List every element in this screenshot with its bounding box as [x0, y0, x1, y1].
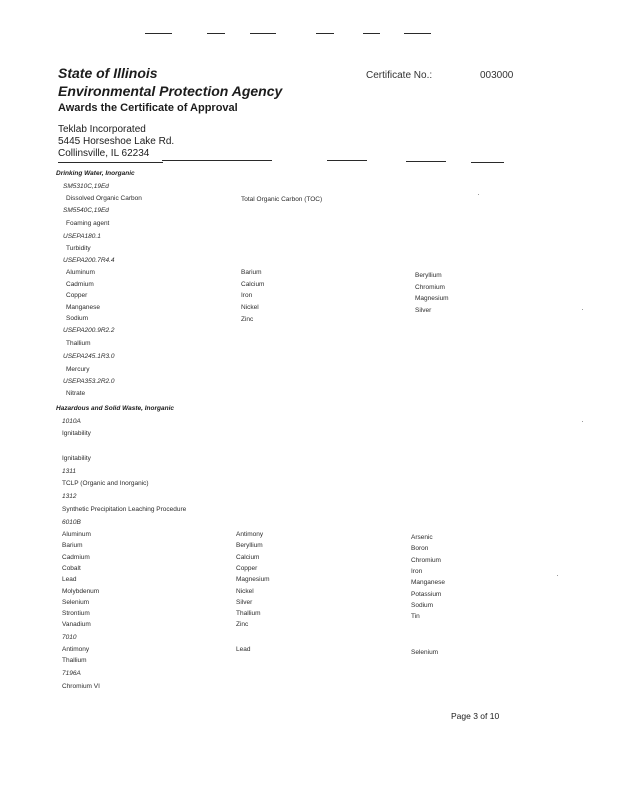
- agency-title: Environmental Protection Agency: [58, 83, 283, 99]
- analyte: Aluminum: [66, 269, 95, 276]
- section-hazardous-waste: Hazardous and Solid Waste, Inorganic: [56, 405, 174, 412]
- scan-line: [207, 33, 225, 34]
- analyte: Iron: [411, 568, 423, 575]
- scan-line: [404, 33, 431, 34]
- analyte: Strontium: [62, 610, 90, 617]
- method-heading: USEPA200.7R4.4: [63, 257, 115, 264]
- analyte: Foaming agent: [66, 220, 110, 227]
- analyte: Thallium: [62, 657, 87, 664]
- analyte: Cobalt: [62, 565, 81, 572]
- analyte: Boron: [411, 545, 429, 552]
- analyte: Sodium: [66, 315, 89, 322]
- scan-speck: [582, 309, 583, 310]
- analyte: Molybdenum: [62, 588, 100, 595]
- analyte: Selenium: [62, 599, 90, 606]
- scan-speck: [557, 575, 558, 576]
- method-heading: USEPA180.1: [63, 233, 101, 240]
- rule-line: [327, 160, 367, 161]
- analyte: Calcium: [236, 554, 260, 561]
- scan-line: [145, 33, 172, 34]
- analyte: Nitrate: [66, 390, 86, 397]
- analyte: Ignitability: [62, 455, 91, 462]
- method-heading: USEPA200.9R2.2: [63, 327, 115, 334]
- section-drinking-water: Drinking Water, Inorganic: [56, 170, 135, 177]
- analyte: Zinc: [236, 621, 249, 628]
- lab-name: Teklab Incorporated: [58, 124, 146, 135]
- analyte: Selenium: [411, 649, 439, 656]
- rule-line: [406, 161, 446, 162]
- analyte: Manganese: [66, 304, 100, 311]
- analyte: Chromium: [411, 557, 441, 564]
- analyte: Antimony: [236, 531, 264, 538]
- analyte: Thallium: [236, 610, 261, 617]
- method-heading: USEPA245.1R3.0: [63, 353, 115, 360]
- analyte: Barium: [62, 542, 83, 549]
- method-heading: 1312: [62, 493, 77, 500]
- analyte: Chromium VI: [62, 683, 100, 690]
- analyte: Total Organic Carbon (TOC): [241, 196, 323, 203]
- scan-speck: [582, 421, 583, 422]
- analyte: Silver: [415, 307, 432, 314]
- analyte: Thallium: [66, 340, 91, 347]
- method-heading: USEPA353.2R2.0: [63, 378, 115, 385]
- analyte: Aluminum: [62, 531, 91, 538]
- method-heading: 7010: [62, 634, 77, 641]
- analyte: Beryllium: [415, 272, 442, 279]
- analyte: Magnesium: [236, 576, 270, 583]
- analyte: Arsenic: [411, 534, 433, 541]
- analyte: Sodium: [411, 602, 434, 609]
- scan-line: [250, 33, 276, 34]
- analyte: Silver: [236, 599, 253, 606]
- analyte: TCLP (Organic and Inorganic): [62, 480, 149, 487]
- state-title: State of Illinois: [58, 65, 158, 81]
- analyte: Potassium: [411, 591, 442, 598]
- awards-line: Awards the Certificate of Approval: [58, 102, 238, 114]
- lab-city: Collinsville, IL 62234: [58, 148, 150, 159]
- certificate-number: 003000: [480, 70, 514, 81]
- analyte: Barium: [241, 269, 262, 276]
- analyte: Copper: [236, 565, 258, 572]
- analyte: Copper: [66, 292, 88, 299]
- analyte: Chromium: [415, 284, 445, 291]
- scan-speck: [478, 194, 479, 195]
- analyte: Magnesium: [415, 295, 449, 302]
- analyte: Lead: [62, 576, 77, 583]
- method-heading: SM5310C,19Ed: [63, 183, 109, 190]
- analyte: Vanadium: [62, 621, 91, 628]
- method-heading: 6010B: [62, 519, 81, 526]
- analyte: Calcium: [241, 281, 265, 288]
- analyte: Mercury: [66, 366, 90, 373]
- analyte: Tin: [411, 613, 420, 620]
- analyte: Iron: [241, 292, 253, 299]
- analyte: Nickel: [236, 588, 254, 595]
- certificate-label: Certificate No.:: [366, 70, 433, 81]
- rule-line: [162, 160, 272, 161]
- analyte: Lead: [236, 646, 251, 653]
- method-heading: 7196A: [62, 670, 81, 677]
- analyte: Ignitability: [62, 430, 91, 437]
- lab-street: 5445 Horseshoe Lake Rd.: [58, 136, 175, 147]
- analyte: Zinc: [241, 316, 254, 323]
- page-number: Page 3 of 10: [451, 711, 500, 721]
- analyte: Beryllium: [236, 542, 263, 549]
- method-heading: SM5540C,19Ed: [63, 207, 109, 214]
- analyte: Cadmium: [66, 281, 94, 288]
- analyte: Synthetic Precipitation Leaching Procedure: [62, 506, 187, 513]
- scan-line: [363, 33, 380, 34]
- analyte: Dissolved Organic Carbon: [66, 195, 142, 202]
- method-heading: 1311: [62, 468, 76, 475]
- rule-line: [58, 162, 163, 163]
- analyte: Nickel: [241, 304, 259, 311]
- method-heading: 1010A: [62, 418, 81, 425]
- analyte: Antimony: [62, 646, 90, 653]
- analyte: Turbidity: [66, 245, 91, 252]
- rule-line: [471, 162, 504, 163]
- analyte: Manganese: [411, 579, 445, 586]
- analyte: Cadmium: [62, 554, 90, 561]
- scan-line: [316, 33, 334, 34]
